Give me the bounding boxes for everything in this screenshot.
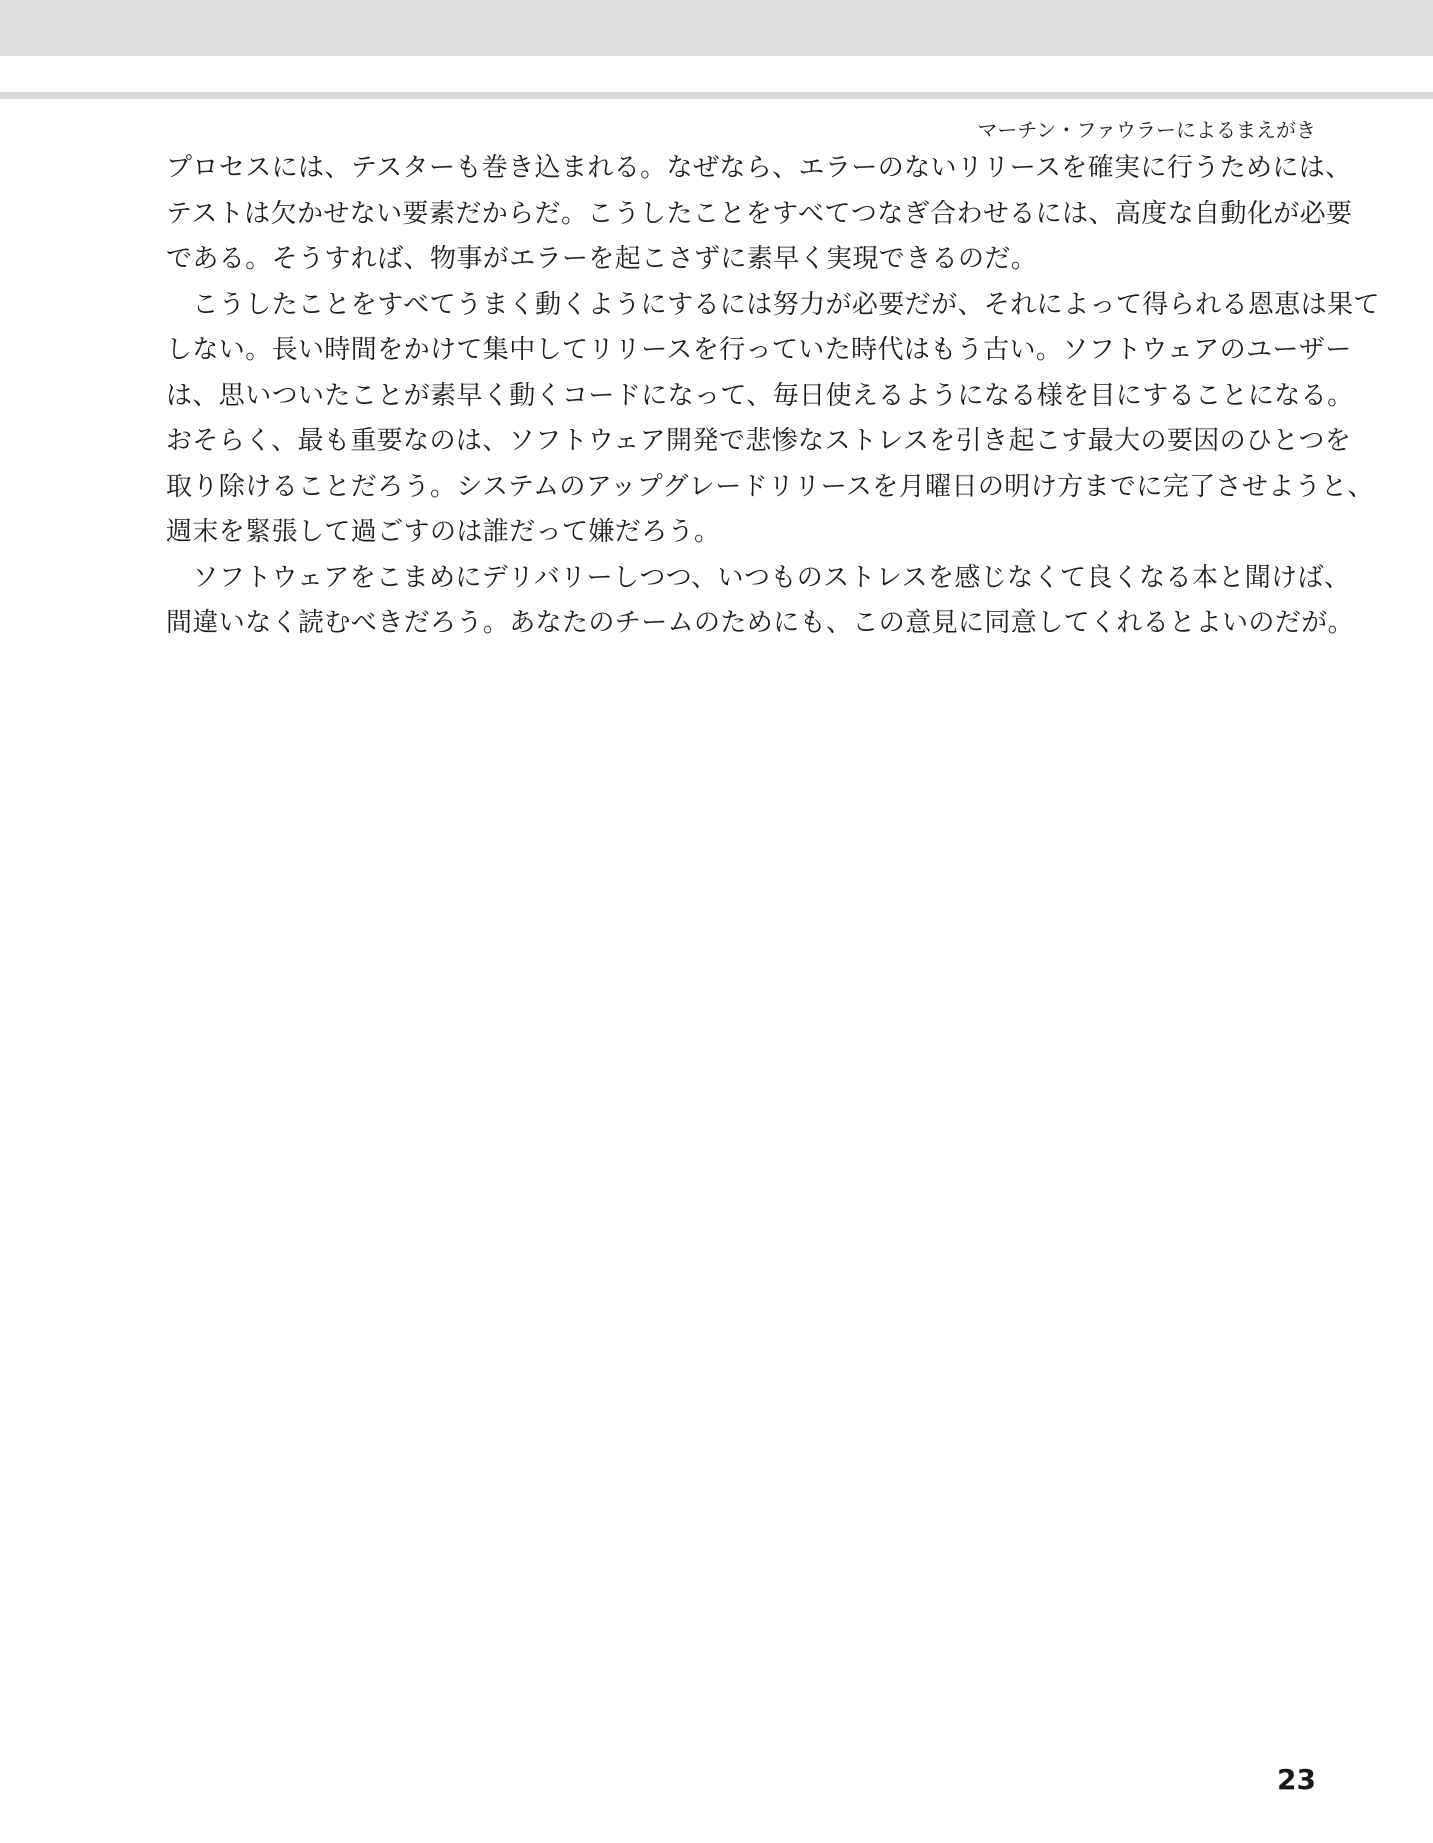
text-line: しない。長い時間をかけて集中してリリースを行っていた時代はもう古い。ソフトウェアのユーザー: [166, 335, 1352, 365]
text-line: テストは欠かせない要素だからだ。こうしたことをすべてつなぎ合わせるには、高度な自動化が必要: [166, 198, 1353, 229]
paragraph-1: [166, 146, 1353, 283]
text-line: プロセスには、テスターも巻き込まれる。なぜなら、エラーのないリリースを確実に行うためには、: [166, 153, 1352, 183]
page-number: 23: [1277, 1763, 1316, 1796]
body-text: [166, 146, 1380, 647]
text-line: 取り除けることだろう。システムのアップグレードリリースを月曜日の明け方までに完了させようと、: [166, 471, 1374, 502]
header-rule: [0, 92, 1433, 99]
text-line: こうしたことをすべてうまく動くようにするには努力が必要だが、それによって得られる恩恵は果て: [166, 289, 1380, 320]
paragraph-3: [166, 556, 1355, 647]
paragraph-2: [166, 283, 1380, 556]
text-line: 週末を緊張して過ごすのは誰だって嫌だろう。: [166, 517, 721, 547]
header-bar: [0, 56, 1433, 142]
running-header-title: マーチン・ファウラーによるまえがき: [977, 118, 1316, 142]
top-gray-band: [0, 0, 1433, 56]
text-line: 間違いなく読むべきだろう。あなたのチームのためにも、この意見に同意してくれるとよいのだが。: [166, 608, 1355, 638]
text-line: である。そうすれば、物事がエラーを起こさずに素早く実現できるのだ。: [166, 244, 1038, 274]
text-line: おそらく、最も重要なのは、ソフトウェア開発で悲惨なストレスを引き起こす最大の要因のひとつを: [166, 426, 1352, 456]
text-line: は、思いついたことが素早く動くコードになって、毎日使えるようになる様を目にすることになる。: [166, 380, 1354, 411]
text-line: ソフトウェアをこまめにデリバリーしつつ、いつものストレスを感じなくて良くなる本と聞けば、: [166, 562, 1351, 593]
